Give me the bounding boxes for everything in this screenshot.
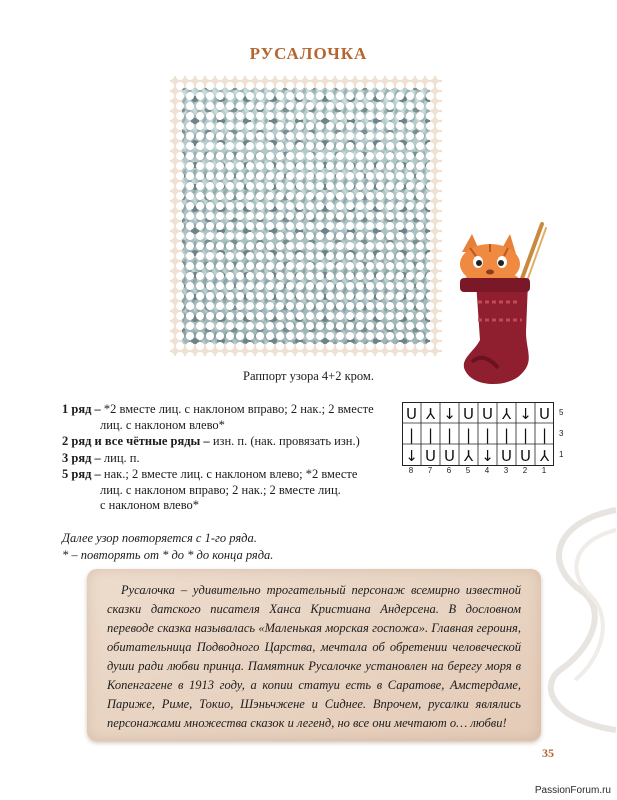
- yarn-over-symbol: U: [482, 405, 493, 423]
- svg-text:⅄: ⅄: [539, 447, 550, 465]
- row-text: лиц. п.: [103, 450, 140, 465]
- row-text-continued: с наклоном влево*: [100, 498, 200, 512]
- k2tog-left-symbol: ↓: [519, 405, 532, 423]
- row-text-continued: лиц. с наклоном влево*: [100, 417, 225, 432]
- row-5-instruction: [62, 467, 387, 514]
- row-label: 1 ряд –: [62, 402, 101, 416]
- knitting-photo-stamp: [170, 76, 442, 356]
- row-label: 2 ряд и все чётные ряды –: [62, 434, 210, 448]
- chart-col-label: 2: [522, 466, 528, 475]
- chart-col-label: 1: [541, 466, 547, 475]
- svg-text:U: U: [425, 447, 436, 465]
- svg-text:↓: ↓: [405, 447, 418, 465]
- row-label: 3 ряд –: [62, 450, 101, 465]
- pattern-repeat-caption: Раппорт узора 4+2 кром.: [243, 369, 374, 383]
- chart-col-label: 8: [408, 466, 414, 475]
- svg-text:|: |: [503, 426, 510, 444]
- page-number: 35: [542, 746, 554, 760]
- k2tog-left-symbol: ↓: [443, 405, 456, 423]
- svg-text:U: U: [520, 447, 531, 465]
- svg-text:|: |: [446, 426, 453, 444]
- chart-col-label: 5: [465, 466, 471, 475]
- asterisk-note: * – повторять от * до * до конца ряда.: [62, 548, 274, 562]
- row-1-instruction: [62, 402, 387, 433]
- svg-text:⅄: ⅄: [463, 447, 474, 465]
- chart-col-label: 6: [446, 466, 452, 475]
- svg-text:U: U: [501, 447, 512, 465]
- row-instructions: [62, 402, 387, 515]
- yarn-over-symbol: U: [463, 405, 474, 423]
- svg-text:|: |: [541, 426, 548, 444]
- chart-col-label: 3: [503, 466, 509, 475]
- svg-text:|: |: [427, 426, 434, 444]
- k2tog-right-symbol: ⅄: [425, 405, 436, 423]
- row-text: изн. п. (нак. провязать изн.): [212, 434, 360, 448]
- chart-col-label: 4: [484, 466, 490, 475]
- page-title: РУСАЛОЧКА: [249, 44, 368, 63]
- row-text-continued: лиц. с наклоном вправо; 2 нак.; 2 вместе лиц.: [100, 482, 341, 497]
- svg-text:|: |: [522, 426, 529, 444]
- yarn-over-symbol: U: [406, 405, 417, 423]
- chart-row-label: 3: [559, 429, 564, 438]
- svg-text:|: |: [408, 426, 415, 444]
- knitting-chart-grid: [402, 402, 554, 468]
- k2tog-right-symbol: ⅄: [501, 405, 512, 423]
- cat-in-stocking-illustration: [450, 222, 560, 387]
- svg-text:|: |: [465, 426, 472, 444]
- knitting-chart: [402, 402, 554, 468]
- repeat-note: Далее узор повторяется с 1-го ряда.: [62, 531, 257, 545]
- story-text: Русалочка – удивительно трогательный персонаж всемирно известной сказки датского писателя Ханса Кристиана Андерсена. В дословном переводе сказка называлась «Маленькая морская госпожа». Главная героиня, обитательница Подводного Царства, мечтала об обретении человеческой души ради любви принца. Памятник Русалочке установлен на берегу моря в Копенгагене в 1913 году, а копии статуи есть в Саратове, Амстердаме, Париже, Риме, Токио, Шэньчжене и Сиднее. Впрочем, русалки являлись персонажами множества сказок и легенд, но все они мечтают о… любви!: [107, 583, 521, 730]
- chart-row-label: 5: [559, 408, 564, 417]
- knitting-sample-photo: [182, 88, 430, 344]
- pattern-notes: [62, 530, 422, 564]
- site-watermark: PassionForum.ru: [534, 785, 611, 796]
- row-text: *2 вместе лиц. с наклоном вправо; 2 нак.; 2 вместе: [103, 402, 374, 416]
- svg-text:U: U: [444, 447, 455, 465]
- row-text: нак.; 2 вместе лиц. с наклоном влево; *2 вместе: [103, 467, 358, 481]
- chart-col-label: 7: [427, 466, 433, 475]
- svg-text:↓: ↓: [481, 447, 494, 465]
- row-2-instruction: [62, 434, 387, 450]
- svg-text:|: |: [484, 426, 491, 444]
- row-3-instruction: [62, 451, 387, 467]
- yarn-over-symbol: U: [539, 405, 550, 423]
- row-label: 5 ряд –: [62, 467, 101, 481]
- chart-row-label: 1: [559, 450, 564, 459]
- story-card: [87, 569, 541, 741]
